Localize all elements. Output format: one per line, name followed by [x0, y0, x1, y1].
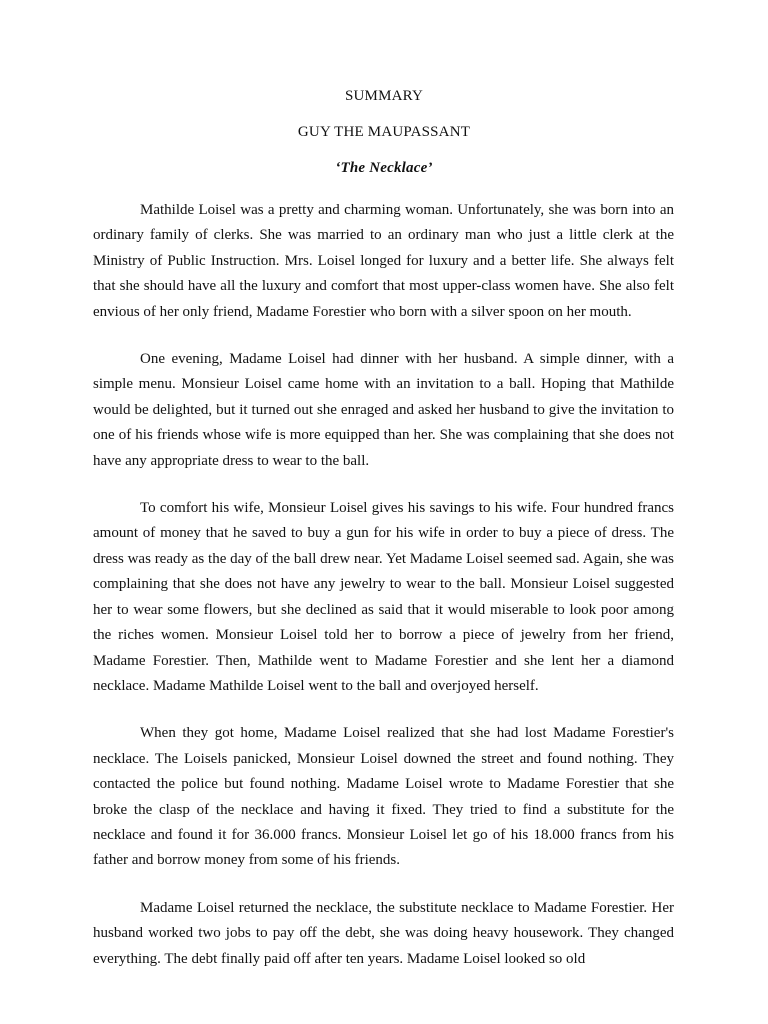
paragraph-1: Mathilde Loisel was a pretty and charming woman. Unfortunately, she was born into an ordinary family of clerks. She was married to an ordinary man who just a little clerk at the Ministry of Public Instruction. Mrs. Loisel longed for luxury and a better life. She always felt that she should have all the luxury and comfort that most upper-class women have. She also felt envious of her only friend, Madame Forestier who born with a silver spoon on her mouth.	[93, 202, 674, 320]
work-title: ‘The Necklace’	[335, 160, 433, 176]
author-name: GUY THE MAUPASSANT	[297, 124, 471, 140]
paragraph-5: Madame Loisel returned the necklace, the substitute necklace to Madame Forestier. Her husband worked two jobs to pay off the debt, she was doing heavy housework. They changed everything. The debt finally paid off after ten years. Madame Loisel looked so old	[93, 899, 674, 967]
paragraph-3: To comfort his wife, Monsieur Loisel gives his savings to his wife. Four hundred francs amount of money that he saved to buy a gun for his wife in order to buy a piece of dress. The dress was ready as the day of the ball drew near. Yet Madame Loisel seemed sad. Again, she was complaining that she does not have any jewelry to wear to the ball. Monsieur Loisel suggested her to wear some flowers, but she declined as said that it would miserable to look poor among the riches women. Monsieur Loisel told her to borrow a piece of jewelry from her friend, Madame Forestier. Then, Mathilde went to Madame Forestier and she lent her a diamond necklace. Madame Mathilde Loisel went to the ball and overjoyed herself.	[93, 500, 674, 694]
paragraph-2: One evening, Madame Loisel had dinner with her husband. A simple dinner, with a simple menu. Monsieur Loisel came home with an invitation to a ball. Hoping that Mathilde would be delighted, but it turned out she enraged and asked her husband to give the invitation to one of his friends whose wife is more equipped than her. She was complaining that she does not have any appropriate dress to wear to the ball.	[93, 351, 674, 469]
document-body	[93, 198, 674, 994]
document-heading: SUMMARY	[344, 88, 424, 104]
paragraph-4: When they got home, Madame Loisel realized that she had lost Madame Forestier's necklace. The Loisels panicked, Monsieur Loisel downed the street and found nothing. They contacted the police but found nothing. Madame Loisel wrote to Madame Forestier that she broke the clasp of the necklace and having it fixed. They tried to find a substitute for the necklace and found it for 36.000 francs. Monsieur Loisel let go of his 18.000 francs from his father and borrow money from some of his friends.	[93, 725, 674, 869]
